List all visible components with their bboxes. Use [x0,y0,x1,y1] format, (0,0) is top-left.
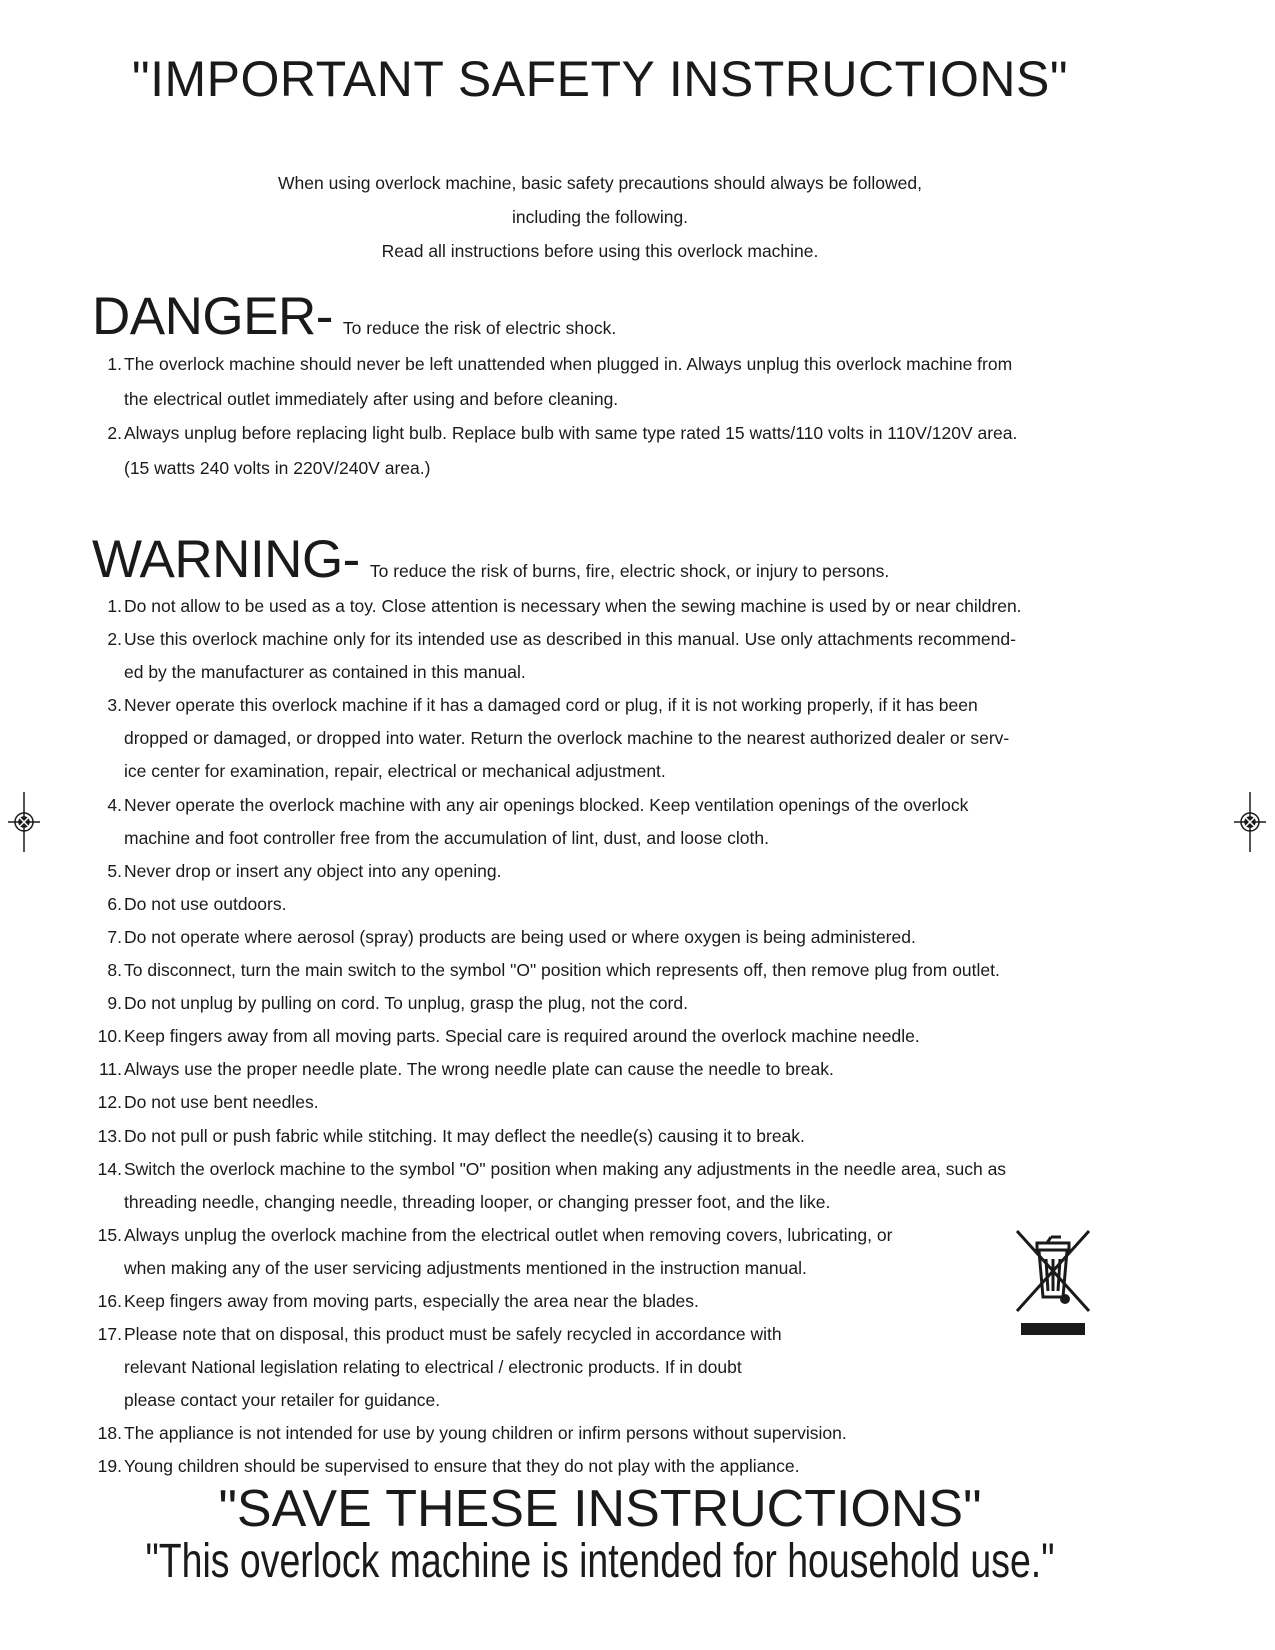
list-item [92,689,1112,788]
item-text-line: the electrical outlet immediately after using and before cleaning. [124,388,619,409]
item-number: 9. [107,993,122,1014]
warning-list [92,590,1112,1484]
list-item [92,1417,1112,1450]
danger-list [92,347,1112,485]
item-text-line: Never drop or insert any object into any opening. [124,860,502,881]
list-item [92,1285,1112,1318]
item-text-line: To disconnect, turn the main switch to the symbol "O" position which represents off, then remove plug from outlet. [124,960,1000,981]
list-item [92,416,1112,485]
intro-line: Read all instructions before using this overlock machine. [381,241,819,261]
item-text-line: Keep fingers away from all moving parts. Special care is required around the overlock machine needle. [124,1026,920,1047]
item-text-line: machine and foot controller free from the accumulation of lint, dust, and loose cloth. [124,827,769,848]
household-use-note: "This overlock machine is intended for household use." [145,1535,1055,1588]
item-text-line: dropped or damaged, or dropped into water. Return the overlock machine to the nearest authorized dealer or serv- [124,728,1010,749]
item-number: 2. [107,423,122,443]
item-number: 13. [97,1125,122,1146]
danger-title: DANGER- [92,287,333,346]
item-text-line: Switch the overlock machine to the symbol "O" position when making any adjustments in the needle area, such as [124,1158,1007,1179]
registration-mark-icon [1232,790,1268,854]
intro-paragraph [0,166,1200,268]
item-text-line: ice center for examination, repair, electrical or mechanical adjustment. [124,761,666,782]
danger-heading [92,287,617,346]
item-text-line: Do not allow to be used as a toy. Close attention is necessary when the sewing machine is used by or near children. [124,596,1022,616]
list-item [92,987,1112,1020]
intro-line: When using overlock machine, basic safety precautions should always be followed, [278,173,922,193]
item-text-line: Never operate the overlock machine with any air openings blocked. Keep ventilation openings of the overlock [124,794,969,815]
registration-mark-icon [6,790,42,854]
list-item [92,590,1112,623]
item-text-line: threading needle, changing needle, threading looper, or changing presser foot, and the like. [124,1191,831,1212]
item-number: 19. [97,1456,122,1477]
page-title: "IMPORTANT SAFETY INSTRUCTIONS" [131,51,1069,107]
item-number: 11. [98,1059,122,1080]
list-item [92,789,1112,855]
item-text-line: Do not use bent needles. [124,1092,319,1113]
list-item [92,1450,1112,1483]
warning-subtitle: To reduce the risk of burns, fire, electric shock, or injury to persons. [369,561,890,581]
danger-subtitle: To reduce the risk of electric shock. [342,318,617,338]
item-text-line: Keep fingers away from moving parts, especially the area near the blades. [124,1290,699,1311]
item-text-line: The appliance is not intended for use by young children or infirm persons without supervision. [124,1423,847,1444]
item-text-line: Do not operate where aerosol (spray) products are being used or where oxygen is being administered. [124,926,916,947]
item-number: 16. [97,1290,122,1311]
item-text-line: Do not pull or push fabric while stitching. It may deflect the needle(s) causing it to break. [124,1125,805,1146]
item-number: 3. [107,695,122,716]
item-text-line: Always use the proper needle plate. The wrong needle plate can cause the needle to break. [124,1059,834,1080]
item-number: 14. [97,1158,122,1179]
item-number: 12. [97,1092,122,1113]
list-item [92,954,1112,987]
crossed-out-wheelie-bin-icon [1013,1227,1093,1337]
item-text-line: Do not unplug by pulling on cord. To unplug, grasp the plug, not the cord. [124,993,688,1014]
item-number: 5. [107,860,122,881]
item-text-line: Always unplug the overlock machine from the electrical outlet when removing covers, lubricating, or [124,1224,893,1245]
item-text-line: Never operate this overlock machine if it has a damaged cord or plug, if it is not working properly, if it has been [124,695,978,716]
list-item [92,1219,1112,1285]
item-text-line: Use this overlock machine only for its intended use as described in this manual. Use only attachments recommend- [124,629,1016,650]
list-item [92,1153,1112,1219]
item-number: 4. [107,794,122,815]
warning-heading [92,530,890,589]
item-text-line: relevant National legislation relating to electrical / electronic products. If in doubt [124,1357,742,1378]
item-number: 1. [107,596,122,616]
list-item [92,888,1112,921]
intro-line: including the following. [511,207,689,227]
item-text-line: Always unplug before replacing light bulb. Replace bulb with same type rated 15 watts/110 volts in 110V/120V area. [124,423,1018,443]
item-number: 10. [97,1026,122,1047]
item-text-line: Do not use outdoors. [124,893,287,914]
save-instructions-note: "SAVE THESE INSTRUCTIONS" [218,1480,982,1538]
item-text-line: (15 watts 240 volts in 220V/240V area.) [124,457,431,478]
item-text-line: when making any of the user servicing adjustments mentioned in the instruction manual. [124,1257,807,1278]
list-item [92,1120,1112,1153]
item-number: 7. [107,926,122,947]
list-item [92,1020,1112,1053]
item-number: 2. [107,629,122,650]
item-number: 18. [97,1423,122,1444]
item-text-line: please contact your retailer for guidance. [124,1390,441,1411]
list-item [92,855,1112,888]
list-item [92,623,1112,689]
list-item [92,1318,1112,1417]
item-number: 1. [107,354,122,374]
item-number: 17. [97,1324,122,1345]
item-text-line: ed by the manufacturer as contained in this manual. [124,662,526,683]
item-text-line: Young children should be supervised to ensure that they do not play with the appliance. [124,1456,800,1477]
item-number: 6. [107,893,122,914]
list-item [92,347,1112,416]
list-item [92,1086,1112,1119]
warning-title: WARNING- [92,530,360,589]
item-text-line: The overlock machine should never be left unattended when plugged in. Always unplug this overlock machine from [124,354,1013,374]
list-item [92,921,1112,954]
item-number: 8. [107,960,122,981]
item-text-line: Please note that on disposal, this product must be safely recycled in accordance with [124,1324,782,1345]
list-item [92,1053,1112,1086]
item-number: 15. [97,1224,122,1245]
